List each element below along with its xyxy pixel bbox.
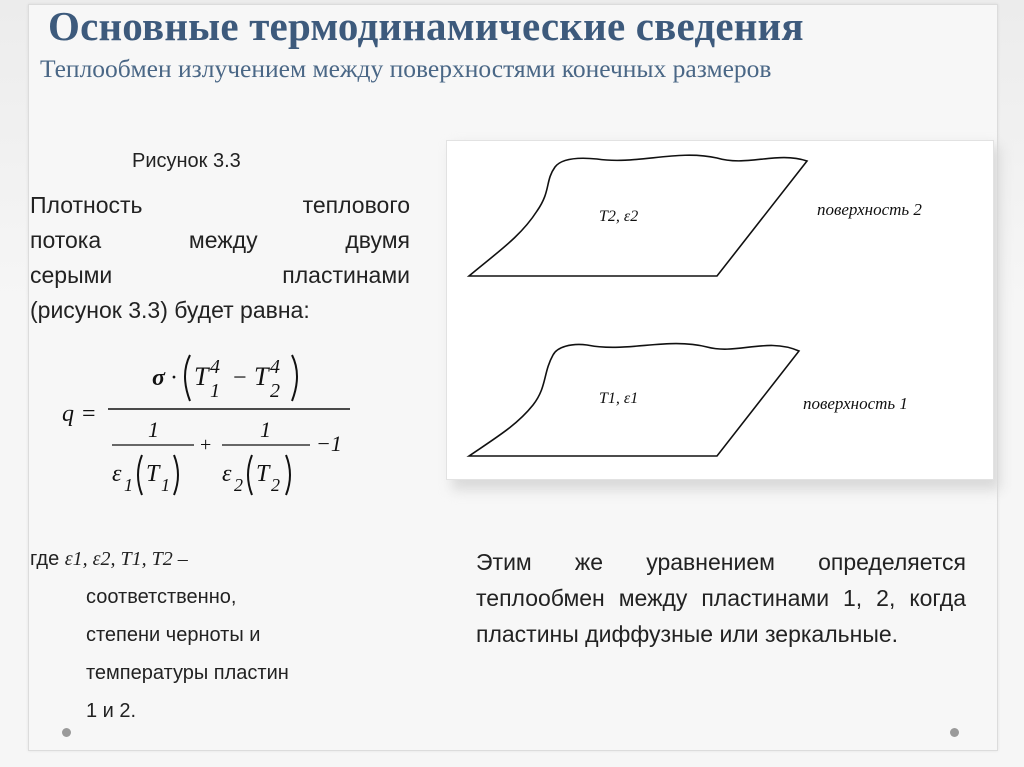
formula-one-b: 1 (260, 417, 271, 442)
formula-dot: · (170, 365, 178, 391)
where-line-4: 1 и 2. (86, 700, 137, 722)
formula-paren-a-left (138, 455, 142, 495)
formula-eps1-T: T (146, 461, 160, 487)
surface-1-vars: T1, ε1 (599, 390, 639, 407)
formula-idx2: 2 (270, 380, 280, 402)
where-line-1: соответственно, (86, 586, 237, 608)
formula-q: q (62, 401, 74, 427)
formula-T2: T (254, 362, 269, 391)
intro-line-2: потока между двумя (30, 227, 410, 253)
formula-equals: = (82, 401, 96, 427)
formula-paren-right (292, 355, 297, 401)
formula-minus: − (233, 365, 247, 391)
formula-eps1-idx: 1 (124, 475, 133, 495)
formula-eps2-idx: 2 (234, 475, 243, 495)
plates-diagram (447, 141, 993, 479)
formula-plus: + (200, 434, 212, 456)
slide-subtitle: Теплообмен излучением между поверхностями конечных размеров (40, 54, 772, 83)
conclusion-paragraph: Этим же уравнением определяется теплообмен между пластинами 1, 2, когда пластины диффузные или зеркальные. (476, 549, 966, 647)
formula-paren-b-left (248, 455, 252, 495)
variables-explanation (30, 540, 410, 730)
where-symbols: ε1, ε2, T1, T2 – (64, 548, 188, 570)
where-prefix: где (30, 548, 60, 570)
intro-line-4: (рисунок 3.3) будет равна: (30, 297, 310, 323)
surface-2-vars: T2, ε2 (599, 208, 639, 225)
formula-eps2: ε (222, 461, 232, 487)
intro-line-1: Плотность теплового (30, 192, 410, 218)
formula-paren-left (185, 355, 190, 401)
formula-exp2: 4 (270, 356, 280, 378)
formula-idx1: 1 (210, 380, 220, 402)
formula-sigma: σ (152, 365, 165, 391)
formula-eps1-T-idx: 1 (161, 475, 170, 495)
formula-minus-one: −1 (316, 431, 342, 456)
slide-title: Основные термодинамические сведения (48, 3, 804, 49)
intro-paragraph (30, 188, 410, 328)
heat-flux-formula (60, 345, 380, 515)
figure-3-3 (446, 140, 994, 480)
formula-exp1: 4 (210, 356, 220, 378)
formula-paren-b-right (286, 455, 290, 495)
where-line-2: степени черноты и (86, 624, 261, 646)
formula-T1: T (194, 362, 209, 391)
corner-dot-left (62, 728, 71, 737)
formula-one-a: 1 (148, 417, 159, 442)
where-line-3: температуры пластин (86, 662, 289, 684)
figure-caption: Рисунок 3.3 (132, 150, 241, 172)
formula-eps1: ε (112, 461, 122, 487)
surface-2-label: поверхность 2 (817, 200, 922, 219)
formula-eps2-T: T (256, 461, 270, 487)
surface-1-label: поверхность 1 (803, 394, 908, 413)
formula-paren-a-right (174, 455, 178, 495)
intro-line-3: серыми пластинами (30, 262, 410, 288)
formula-eps2-T-idx: 2 (271, 475, 280, 495)
corner-dot-right (950, 728, 959, 737)
